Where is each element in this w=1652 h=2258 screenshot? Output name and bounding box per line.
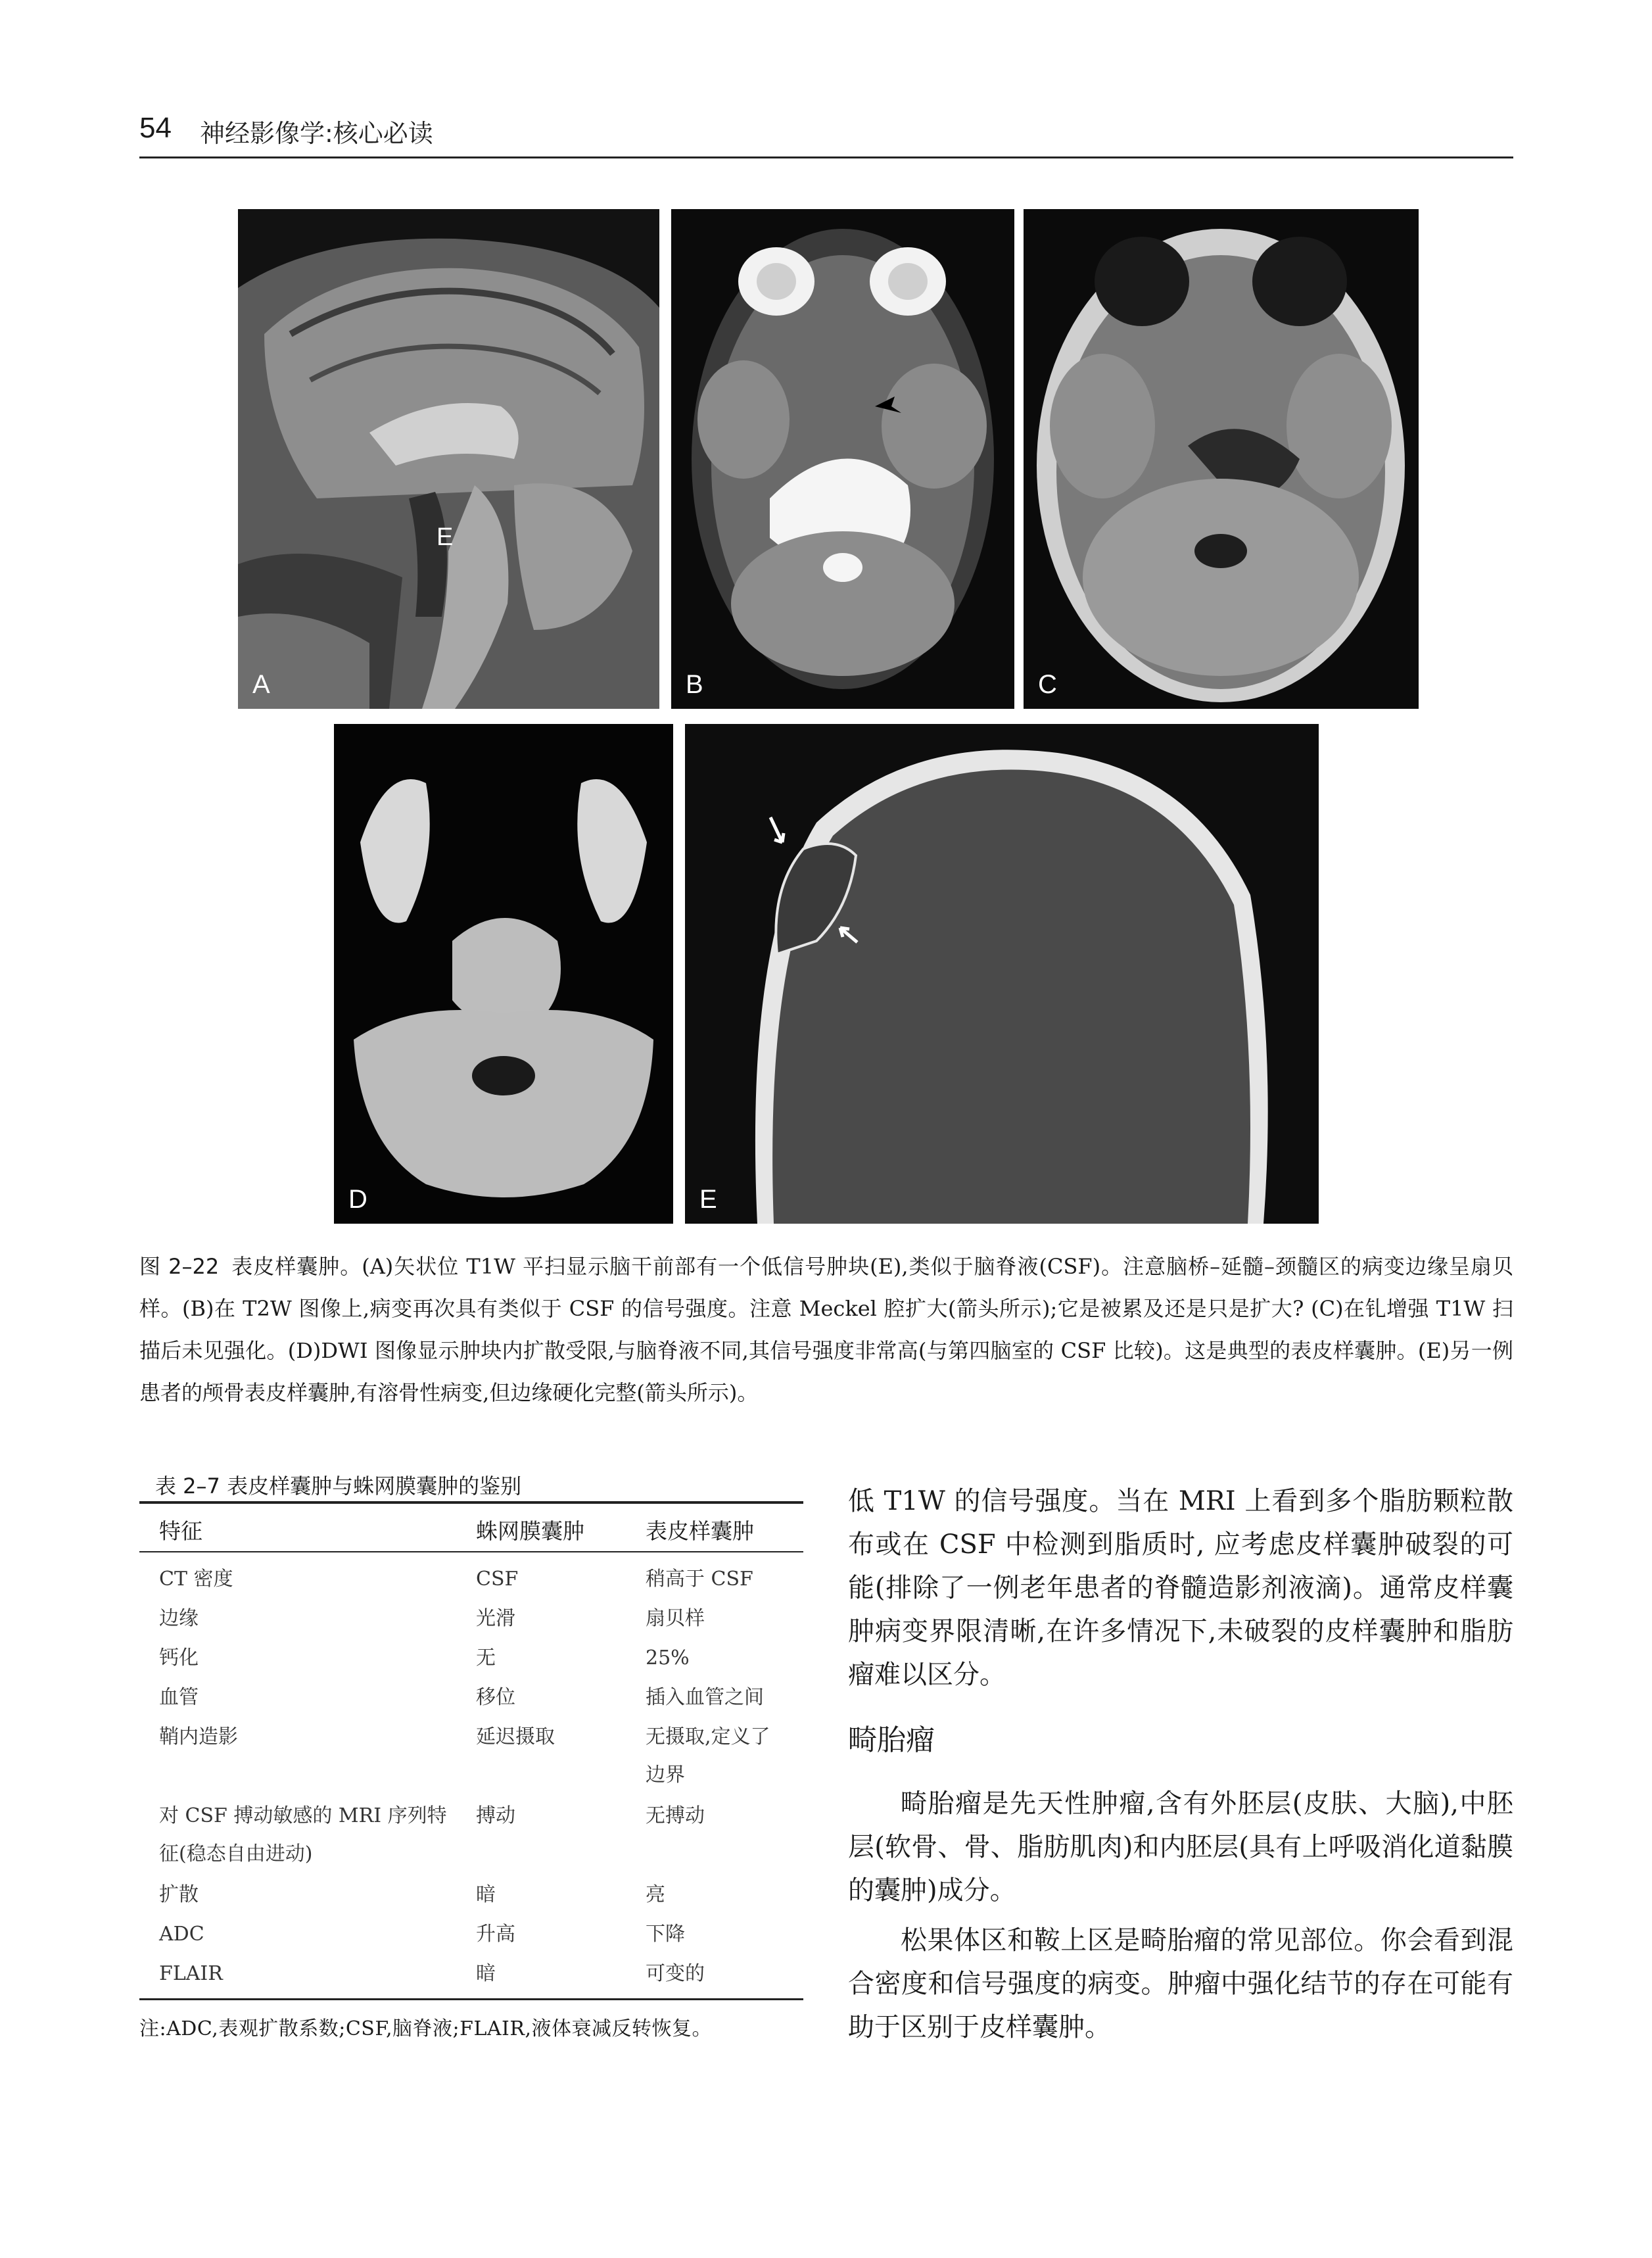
figure-panel-e <box>685 724 1319 1224</box>
table-bottom-rule <box>139 1998 803 2000</box>
table-cell: 暗 <box>476 1883 496 1906</box>
axial-dwi-image <box>334 724 673 1224</box>
panel-label-b: B <box>686 670 703 699</box>
body-paragraph: 畸胎瘤是先天性肿瘤,含有外胚层(皮肤、大脑),中胚层(软骨、骨、脂肪肌肉)和内胚层(具有上呼吸消化道黏膜的囊肿)成分。 <box>848 1789 1513 1906</box>
axial-t1-contrast-mri-image <box>1024 209 1419 709</box>
table-cell: 边缘 <box>159 1607 199 1630</box>
table-title: 表 2–7 表皮样囊肿与蛛网膜囊肿的鉴别 <box>155 1474 522 1499</box>
body-paragraph: 低 T1W 的信号强度。当在 MRI 上看到多个脂肪颗粒散布或在 CSF 中检测到脂质时, 应考虑皮样囊肿破裂的可能(排除了一例老年患者的脊髓造影剂液滴)。通常皮样囊肿病变界限清晰,在许多情况下,未破裂的皮样囊肿和脂肪瘤难以区分。 <box>848 1486 1513 1690</box>
body-paragraph: 松果体区和鞍上区是畸胎瘤的常见部位。你会看到混合密度和信号强度的病变。肿瘤中强化结节的存在可能有助于区别于皮样囊肿。 <box>848 1925 1513 2042</box>
table-cell: 对 CSF 搏动敏感的 MRI 序列特征(稳态自由进动) <box>159 1804 447 1865</box>
table-cell: 稍高于 CSF <box>646 1568 753 1591</box>
page-header <box>139 105 1513 158</box>
table-cell: 鞘内造影 <box>159 1725 238 1748</box>
figure-panel-a <box>238 209 659 709</box>
table-row <box>139 1560 803 1600</box>
axial-ct-skull-image <box>685 724 1319 1224</box>
figure-panel-b <box>671 209 1014 709</box>
figure-caption <box>139 1245 1513 1414</box>
table-cell: 亮 <box>646 1883 665 1906</box>
table-header-arachnoid-cyst: 蛛网膜囊肿 <box>476 1518 584 1544</box>
table-row <box>139 1679 803 1718</box>
table-row <box>139 1876 803 1915</box>
table-cell: CSF <box>476 1568 519 1591</box>
table-row <box>139 1718 803 1797</box>
section-heading-teratoma: 畸胎瘤 <box>848 1723 935 1757</box>
table-cell: 扩散 <box>159 1883 199 1906</box>
table-cell: 下降 <box>646 1923 685 1946</box>
table-cell: 无搏动 <box>646 1804 705 1827</box>
table-row <box>139 1955 803 1994</box>
body-text-column <box>848 1479 1513 2049</box>
table-row <box>139 1915 803 1955</box>
table-cell: 25% <box>646 1646 690 1669</box>
lesion-marker-e: E <box>437 523 454 551</box>
table-cell: 升高 <box>476 1923 515 1946</box>
table-cell: 搏动 <box>476 1804 515 1827</box>
table-header-epidermoid-cyst: 表皮样囊肿 <box>646 1518 754 1544</box>
table-cell: 光滑 <box>476 1607 515 1630</box>
table-cell: 移位 <box>476 1686 515 1709</box>
figure-panel-d <box>334 724 673 1224</box>
axial-t2-mri-image <box>671 209 1014 709</box>
panel-label-d: D <box>348 1185 367 1214</box>
book-title: 神经影像学:核心必读 <box>200 119 433 148</box>
page-number: 54 <box>139 112 172 144</box>
table-cell: CT 密度 <box>159 1568 233 1591</box>
comparison-table <box>139 1470 803 2041</box>
table-cell: 可变的 <box>646 1962 705 1985</box>
sagittal-t1-mri-image <box>238 209 659 709</box>
table-row <box>139 1797 803 1876</box>
table-cell: ADC <box>159 1923 204 1946</box>
table-note: 注:ADC,表观扩散系数;CSF,脑脊液;FLAIR,液体衰减反转恢复。 <box>139 2017 713 2040</box>
figure-caption-label: 图 2–22 <box>139 1254 220 1279</box>
figure-panel-c <box>1024 209 1419 709</box>
table-cell: 暗 <box>476 1962 496 1985</box>
table-header-feature: 特征 <box>159 1518 202 1544</box>
table-body <box>139 1560 803 1994</box>
panel-label-e: E <box>699 1185 717 1214</box>
table-cell: 延迟摄取 <box>476 1725 555 1748</box>
table-header-row <box>139 1501 803 1552</box>
table-row <box>139 1639 803 1679</box>
table-cell: 无摄取,定义了边界 <box>646 1725 770 1787</box>
table-row <box>139 1600 803 1639</box>
table-cell: 血管 <box>159 1686 199 1709</box>
table-cell: 钙化 <box>159 1646 199 1669</box>
table-cell: 插入血管之间 <box>646 1686 764 1709</box>
panel-label-a: A <box>252 670 270 699</box>
figure-caption-text: 表皮样囊肿。(A)矢状位 T1W 平扫显示脑干前部有一个低信号肿块(E),类似于脑脊液(CSF)。注意脑桥–延髓–颈髓区的病变边缘呈扇贝样。(B)在 T2W 图像上,病变再次具有类似于 CSF 的信号强度。注意 Meckel 腔扩大(箭头所示);它是被累及还是只是扩大? (C)在钆增强 T1W 扫描后未见强化。(D)DWI 图像显示肿块内扩散受限,与脑脊液不同,其信号强度非常高(与第四脑室的 CSF 比较)。这是典型的表皮样囊肿。(E)另一例患者的颅骨表皮样囊肿,有溶骨性病变,但边缘硬化完整(箭头所示)。 <box>139 1254 1513 1405</box>
table-cell: FLAIR <box>159 1962 223 1985</box>
table-cell: 扇贝样 <box>646 1607 705 1630</box>
panel-label-c: C <box>1038 670 1057 699</box>
table-cell: 无 <box>476 1646 496 1669</box>
